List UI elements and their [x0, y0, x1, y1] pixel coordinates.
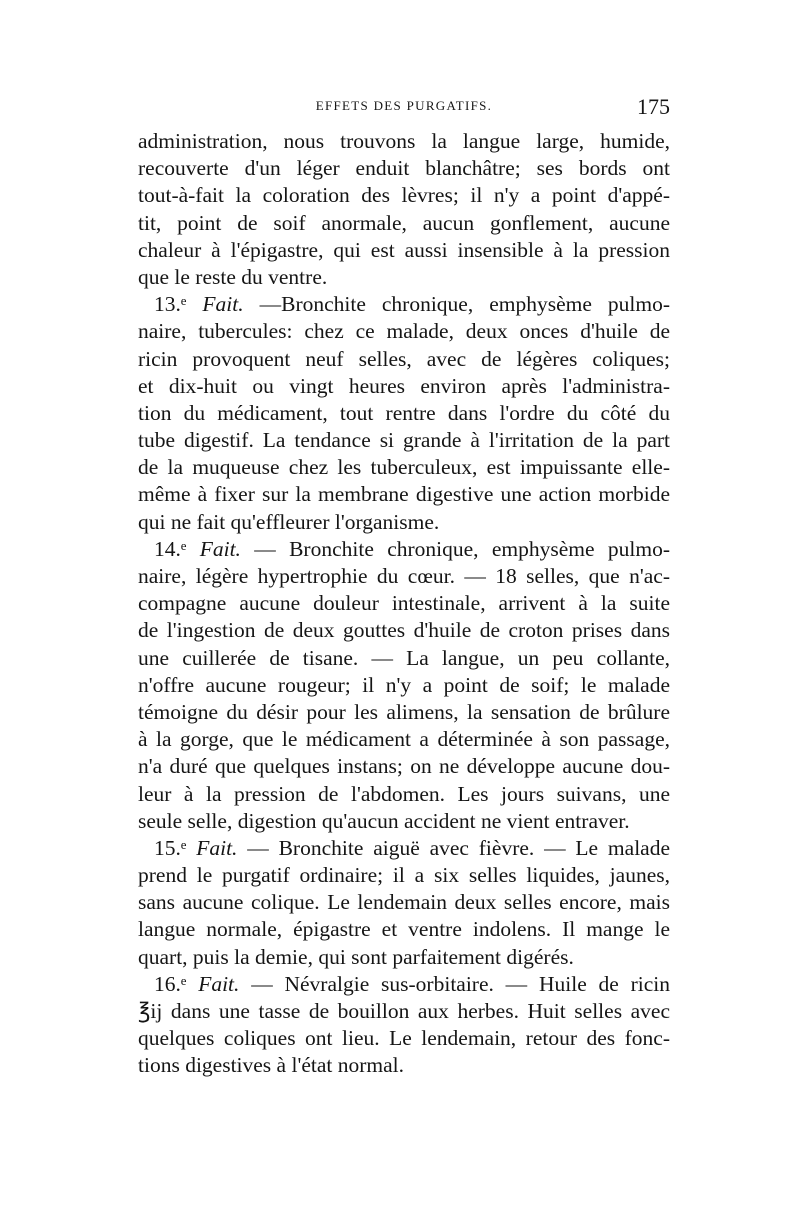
line-text: qui ne fait qu'effleurer l'organisme. — [138, 509, 440, 534]
case-number: 14.ᵉ — [154, 536, 200, 561]
case-heading-line — [138, 536, 670, 563]
text-line — [138, 916, 670, 943]
text-line — [138, 182, 670, 209]
line-text: de l'ingestion de deux gouttes d'huile de croton prises dans — [138, 618, 670, 643]
line-text: administration, nous trouvons la langue large, humide, — [138, 129, 670, 153]
running-head — [138, 96, 670, 120]
body-text — [138, 128, 670, 1080]
text-line — [138, 346, 670, 373]
text-line — [138, 808, 670, 835]
case-number: 15.ᵉ — [154, 835, 197, 860]
case-heading-line — [138, 291, 670, 318]
line-text: que le reste du ventre. — [138, 264, 328, 289]
case-label: Fait. — [196, 835, 238, 860]
text-line — [138, 563, 670, 590]
text-line — [138, 509, 670, 536]
text-line — [138, 210, 670, 237]
line-text: chaleur à l'épigastre, qui est aussi insensible à la pression — [138, 237, 670, 262]
page-number: 175 — [637, 94, 670, 119]
case-label: Fait. — [202, 292, 244, 317]
line-text: tion du médicament, tout rentre dans l'ordre du côté du — [138, 400, 670, 425]
line-text: à la gorge, que le médicament a déterminée à son passage, — [138, 727, 670, 752]
text-line — [138, 427, 670, 454]
line-text: tit, point de soif anormale, aucun gonflement, aucune — [138, 210, 670, 235]
case-heading-line — [138, 971, 670, 998]
text-line — [138, 454, 670, 481]
text-line — [138, 645, 670, 672]
text-line — [138, 481, 670, 508]
line-text: tions digestives à l'état normal. — [138, 1053, 404, 1078]
line-text: leur à la pression de l'abdomen. Les jours suivans, une — [138, 781, 670, 806]
case-heading-line — [138, 835, 670, 862]
line-text: prend le purgatif ordinaire; il a six selles liquides, jaunes, — [138, 863, 670, 888]
text-line — [138, 264, 670, 291]
text-line — [138, 672, 670, 699]
text-line — [138, 1052, 670, 1079]
text-line — [138, 318, 670, 345]
line-text: ricin provoquent neuf selles, avec de légères coliques; — [138, 346, 670, 371]
line-text: sans aucune colique. Le lendemain deux selles encore, mais — [138, 890, 670, 915]
case-number: 16.ᵉ — [154, 971, 199, 996]
text-line — [138, 781, 670, 808]
line-text: —Bronchite chronique, emphysème pulmo- — [259, 292, 671, 317]
line-text: n'offre aucune rougeur; il n'y a point de soif; le malade — [138, 672, 670, 697]
case-number: 13.ᵉ — [154, 292, 203, 317]
line-text: n'a duré que quelques instans; on ne développe aucune dou- — [138, 754, 670, 779]
line-text: langue normale, épigastre et ventre indolens. Il mange le — [138, 917, 670, 942]
text-line — [138, 128, 670, 155]
text-line — [138, 889, 670, 916]
text-line — [138, 1025, 670, 1052]
text-line — [138, 998, 670, 1025]
line-text: naire, tubercules: chez ce malade, deux onces d'huile de — [138, 319, 670, 344]
case-label: Fait. — [198, 971, 240, 996]
text-line — [138, 400, 670, 427]
text-line — [138, 155, 670, 182]
line-text: quart, puis la demie, qui sont parfaitement digérés. — [138, 944, 574, 969]
text-line — [138, 753, 670, 780]
text-line — [138, 726, 670, 753]
text-line — [138, 590, 670, 617]
text-line — [138, 862, 670, 889]
line-text: tout-à-fait la coloration des lèvres; il n'y a point d'appé- — [138, 183, 670, 208]
line-text: témoigne du désir pour les alimens, la sensation de brûlure — [138, 699, 670, 724]
line-text: compagne aucune douleur intestinale, arrivent à la suite — [138, 591, 670, 616]
line-text: — Bronchite aiguë avec fièvre. — Le malade — [247, 835, 670, 860]
line-text: et dix-huit ou vingt heures environ après l'administra- — [138, 373, 670, 398]
text-line — [138, 373, 670, 400]
line-text: — Bronchite chronique, emphysème pulmo- — [254, 536, 670, 561]
text-line — [138, 617, 670, 644]
case-label: Fait. — [199, 536, 241, 561]
text-line — [138, 944, 670, 971]
line-text: recouverte d'un léger enduit blanchâtre; ses bords ont — [138, 156, 670, 181]
text-line — [138, 699, 670, 726]
line-text: quelques coliques ont lieu. Le lendemain, retour des fonc- — [138, 1026, 670, 1051]
line-text: naire, légère hypertrophie du cœur. — 18 selles, que n'ac- — [138, 564, 670, 588]
line-text: de la muqueuse chez les tuberculeux, est impuissante elle- — [138, 455, 670, 480]
text-line — [138, 237, 670, 264]
line-text: même à fixer sur la membrane digestive une action morbide — [138, 482, 670, 507]
line-text: une cuillerée de tisane. — La langue, un peu collante, — [138, 645, 670, 670]
line-text: — Névralgie sus-orbitaire. — Huile de ricin — [251, 971, 671, 996]
running-title: EFFETS DES PURGATIFS. — [315, 98, 493, 113]
line-text: seule selle, digestion qu'aucun accident ne vient entraver. — [138, 808, 630, 833]
line-text: ℥ij dans une tasse de bouillon aux herbes. Huit selles avec — [138, 999, 670, 1023]
line-text: tube digestif. La tendance si grande à l'irritation de la part — [138, 428, 670, 453]
